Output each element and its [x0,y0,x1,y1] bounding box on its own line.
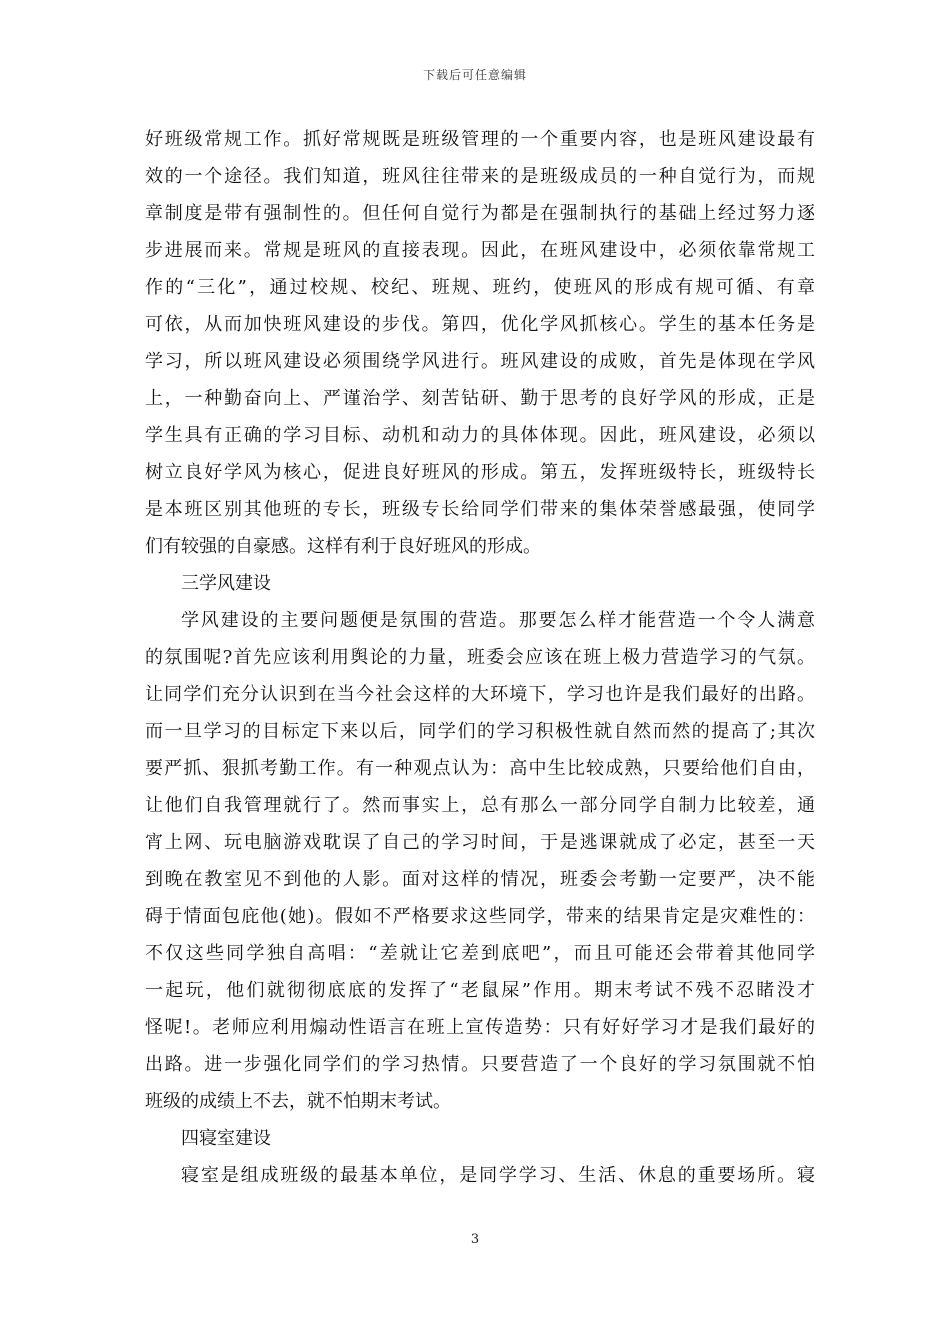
body-line: 章制度是带有强制性的。但任何自觉行为都是在强制执行的基础上经过努力逐 [145,203,815,224]
section-heading: 四寝室建设 [181,1128,271,1149]
body-line: 班级的成绩上不去，就不怕期末考试。 [145,1091,451,1112]
body-line: 效的一个途径。我们知道，班风往往带来的是班级成员的一种自觉行为，而规 [145,166,815,187]
body-line: 学生具有正确的学习目标、动机和动力的具体体现。因此，班风建设，必须以 [145,425,815,446]
body-line: 到晚在教室见不到他的人影。面对这样的情况，班委会考勤一定要严，决不能 [145,869,815,890]
body-line: 学习，所以班风建设必须围绕学风进行。班风建设的成败，首先是体现在学风 [145,351,815,372]
page-number: 3 [470,1232,480,1247]
document-body [145,121,815,1194]
body-line: 碍于情面包庇他(她)。假如不严格要求这些同学，带来的结果肯定是灾难性的： [145,906,815,927]
body-line: 要严抓、狠抓考勤工作。有一种观点认为：高中生比较成熟，只要给他们自由， [145,758,815,779]
body-line: 是本班区别其他班的专长，班级专长给同学们带来的集体荣誉感最强，使同学 [145,499,815,520]
body-line: 寝室是组成班级的最基本单位，是同学学习、生活、休息的重要场所。寝 [181,1165,815,1186]
body-line: 好班级常规工作。抓好常规既是班级管理的一个重要内容，也是班风建设最有 [145,129,815,150]
body-line: 步进展而来。常规是班风的直接表现。因此，在班风建设中，必须依靠常规工 [145,240,815,261]
body-line: 出路。进一步强化同学们的学习热情。只要营造了一个良好的学习氛围就不怕 [145,1054,815,1075]
body-line: 宵上网、玩电脑游戏耽误了自己的学习时间，于是逃课就成了必定，甚至一天 [145,832,815,853]
body-line: 的氛围呢?首先应该利用舆论的力量，班委会应该在班上极力营造学习的气氛。 [145,647,815,668]
body-line: 不仅这些同学独自高唱：“差就让它差到底吧”，而且可能还会带着其他同学 [145,943,815,964]
body-line: 们有较强的自豪感。这样有利于良好班风的形成。 [145,536,541,557]
body-line: 学风建设的主要问题便是氛围的营造。那要怎么样才能营造一个令人满意 [181,610,815,631]
page-header: 下载后可任意编辑 [422,68,527,82]
body-line: 怪呢!。老师应利用煽动性语言在班上宣传造势：只有好好学习才是我们最好的 [145,1017,815,1038]
body-line: 让他们自我管理就行了。然而事实上，总有那么一部分同学自制力比较差，通 [145,795,815,816]
body-line: 上，一种勤奋向上、严谨治学、刻苦钻研、勤于思考的良好学风的形成，正是 [145,388,815,409]
section-heading: 三学风建设 [181,573,271,594]
body-line: 树立良好学风为核心，促进良好班风的形成。第五，发挥班级特长，班级特长 [145,462,815,483]
body-line: 一起玩，他们就彻彻底底的发挥了“老鼠屎”作用。期末考试不残不忍睹没才 [145,980,815,1001]
body-line: 作的“三化”，通过校规、校纪、班规、班约，使班风的形成有规可循、有章 [145,277,815,298]
body-line: 可依，从而加快班风建设的步伐。第四，优化学风抓核心。学生的基本任务是 [145,314,815,335]
body-line: 而一旦学习的目标定下来以后，同学们的学习积极性就自然而然的提高了;其次 [145,721,815,742]
body-line: 让同学们充分认识到在当今社会这样的大环境下，学习也许是我们最好的出路。 [145,684,815,705]
